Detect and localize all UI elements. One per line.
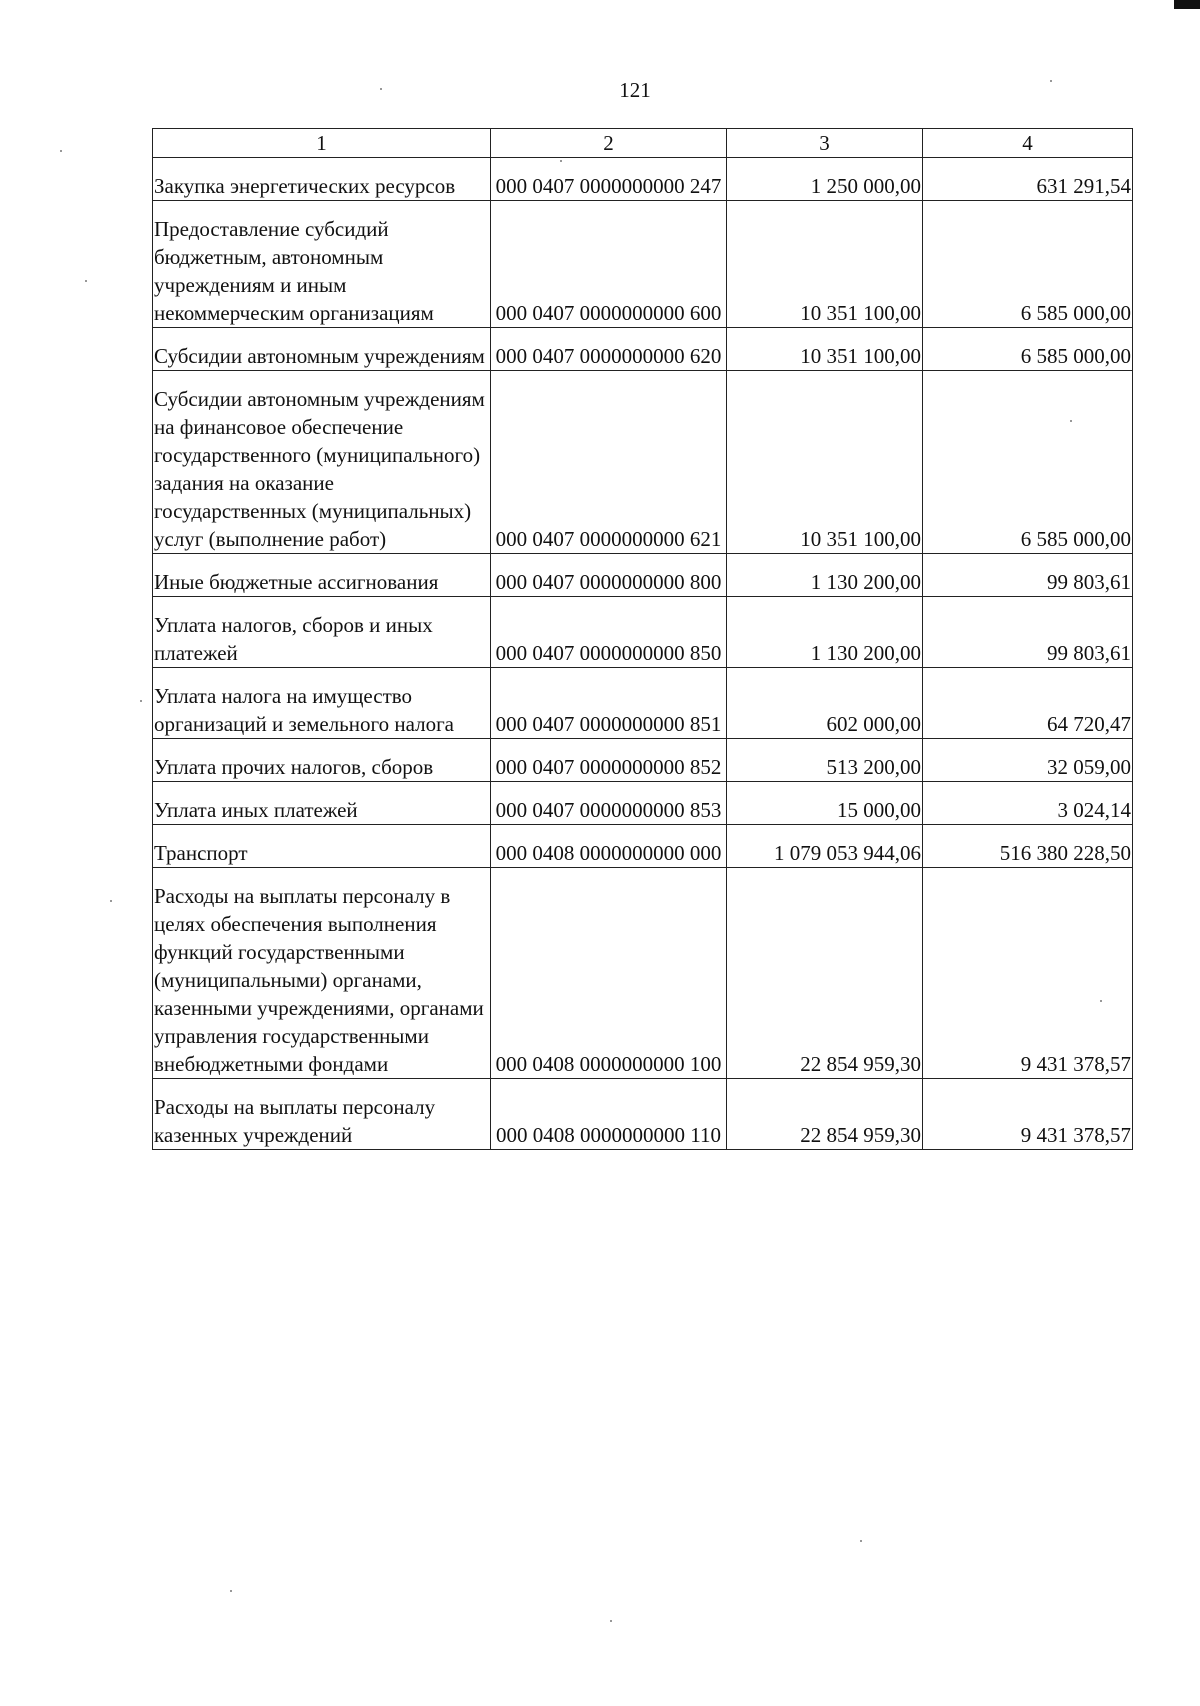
row-name-cell — [153, 371, 491, 554]
table-row — [153, 825, 1133, 868]
row-executed: 99 803,61 — [923, 597, 1133, 668]
row-planned: 1 079 053 944,06 — [727, 825, 923, 868]
table-row — [153, 868, 1133, 1079]
row-planned: 1 130 200,00 — [727, 554, 923, 597]
row-name: Субсидии автономным учреждениям — [154, 344, 485, 368]
row-code: 000 0407 0000000000 850 — [491, 597, 727, 668]
row-executed: 64 720,47 — [923, 668, 1133, 739]
row-code: 000 0407 0000000000 853 — [491, 782, 727, 825]
table-row — [153, 782, 1133, 825]
row-name-cell — [153, 597, 491, 668]
row-code: 000 0407 0000000000 800 — [491, 554, 727, 597]
row-name: Закупка энергетических ресурсов — [154, 174, 456, 198]
table-row — [153, 597, 1133, 668]
row-name: Расходы на выплаты персоналу казенных учреждений — [154, 1095, 436, 1147]
column-header-3: 3 — [727, 129, 923, 158]
row-planned: 10 351 100,00 — [727, 371, 923, 554]
row-executed: 631 291,54 — [923, 158, 1133, 201]
row-name-cell — [153, 158, 491, 201]
row-executed: 6 585 000,00 — [923, 328, 1133, 371]
row-name-cell — [153, 782, 491, 825]
row-name: Транспорт — [154, 841, 248, 865]
budget-table — [152, 128, 1133, 1150]
row-name: Предоставление субсидий бюджетным, автономным учреждениям и иным некоммерческим организациям — [154, 217, 434, 325]
row-name-cell — [153, 868, 491, 1079]
row-planned: 22 854 959,30 — [727, 868, 923, 1079]
row-executed: 32 059,00 — [923, 739, 1133, 782]
row-name: Уплата налога на имущество организаций и земельного налога — [154, 684, 454, 736]
table-row — [153, 739, 1133, 782]
row-planned: 10 351 100,00 — [727, 328, 923, 371]
row-code: 000 0407 0000000000 247 — [491, 158, 727, 201]
row-code: 000 0407 0000000000 851 — [491, 668, 727, 739]
row-executed: 6 585 000,00 — [923, 371, 1133, 554]
column-header-1: 1 — [153, 129, 491, 158]
header-row — [153, 129, 1133, 158]
table-row — [153, 201, 1133, 328]
row-executed: 6 585 000,00 — [923, 201, 1133, 328]
row-name-cell — [153, 739, 491, 782]
row-code: 000 0408 0000000000 110 — [491, 1079, 727, 1150]
row-name: Иные бюджетные ассигнования — [154, 570, 439, 594]
row-planned: 1 130 200,00 — [727, 597, 923, 668]
row-code: 000 0408 0000000000 100 — [491, 868, 727, 1079]
table-row — [153, 554, 1133, 597]
row-executed: 9 431 378,57 — [923, 868, 1133, 1079]
column-header-4: 4 — [923, 129, 1133, 158]
row-name-cell — [153, 668, 491, 739]
row-code: 000 0408 0000000000 000 — [491, 825, 727, 868]
row-planned: 602 000,00 — [727, 668, 923, 739]
row-name: Расходы на выплаты персоналу в целях обеспечения выполнения функций государственными (муниципальными) органами, казенными учреждениями, органами управления государственными внебюджетными фондами — [154, 884, 484, 1076]
row-planned: 10 351 100,00 — [727, 201, 923, 328]
row-planned: 1 250 000,00 — [727, 158, 923, 201]
row-code: 000 0407 0000000000 852 — [491, 739, 727, 782]
row-name: Уплата прочих налогов, сборов — [154, 755, 434, 779]
table-row — [153, 158, 1133, 201]
scan-edge-mark — [1174, 0, 1200, 9]
row-name: Уплата налогов, сборов и иных платежей — [154, 613, 433, 665]
row-executed: 516 380 228,50 — [923, 825, 1133, 868]
row-executed: 9 431 378,57 — [923, 1079, 1133, 1150]
row-name-cell — [153, 554, 491, 597]
table-row — [153, 371, 1133, 554]
column-header-2: 2 — [491, 129, 727, 158]
page-number: 121 — [619, 78, 651, 102]
table-row — [153, 1079, 1133, 1150]
row-name-cell — [153, 1079, 491, 1150]
row-name: Субсидии автономным учреждениям на финансовое обеспечение государственного (муниципального) задания на оказание государственных (муниципальных) услуг (выполнение работ) — [154, 387, 485, 551]
row-planned: 513 200,00 — [727, 739, 923, 782]
table-row — [153, 328, 1133, 371]
row-name-cell — [153, 201, 491, 328]
row-executed: 3 024,14 — [923, 782, 1133, 825]
row-name-cell — [153, 328, 491, 371]
row-executed: 99 803,61 — [923, 554, 1133, 597]
row-planned: 15 000,00 — [727, 782, 923, 825]
row-code: 000 0407 0000000000 620 — [491, 328, 727, 371]
row-planned: 22 854 959,30 — [727, 1079, 923, 1150]
row-name-cell — [153, 825, 491, 868]
table-row — [153, 668, 1133, 739]
row-code: 000 0407 0000000000 600 — [491, 201, 727, 328]
row-code: 000 0407 0000000000 621 — [491, 371, 727, 554]
row-name: Уплата иных платежей — [154, 798, 358, 822]
